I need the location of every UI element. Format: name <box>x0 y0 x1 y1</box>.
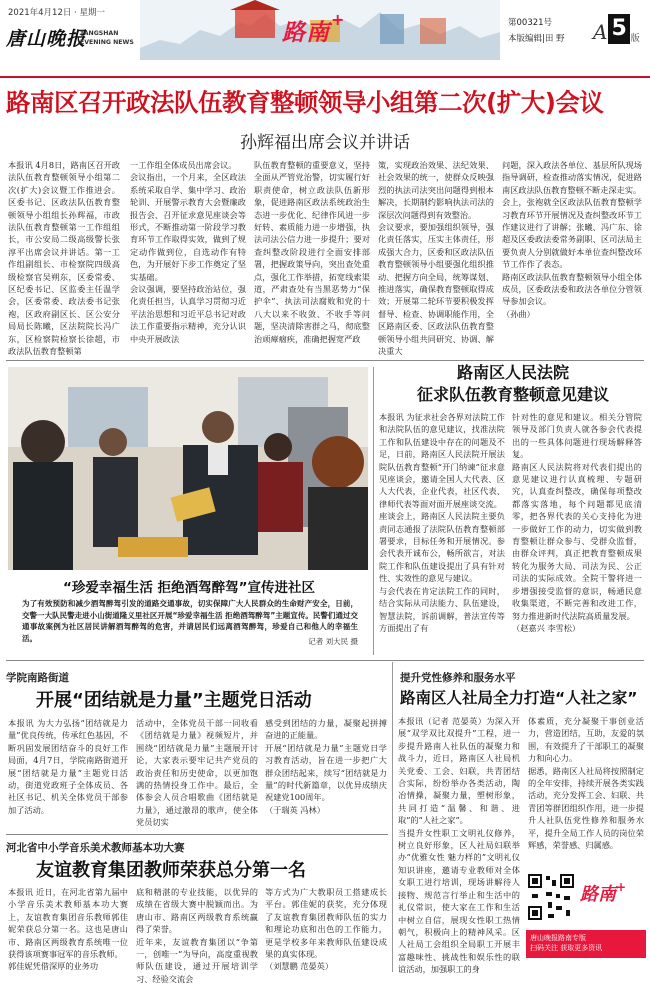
art-col-1: 本报讯 近日，在河北省第九届中小学音乐美术教师基本功大赛上，友谊教育集团音乐教师郭佳妮荣获总分第一名。这也是唐山市、路南区两级教育系统唯一位获得该项赛事冠军的音乐教师。 郭佳妮凭借深厚的业务功 <box>8 887 128 972</box>
section-logo <box>282 10 345 47</box>
party-headline: 开展“团结就是力量”主题党日活动 <box>36 690 312 711</box>
qr-code-icon <box>526 872 576 922</box>
court-col-2: 针对性的意见和建议。相关分管院领导及部门负责人就各参会代表提出的一些具体问题进行现场解释答复。 路南区人民法院将对代表们提出的意见建议进行认真梳理、专题研究，认真查纠整改，确保每项整改都落实落地，每个问题都见底清零，把各界代表的关心支持化为进一步做好工作的动力，切实做到教育整顿让群众参与、受群众监督，由群众评判，真正把教育整顿成果转化为服务大局、司法为民、公正司法的实际成效。全院干警将进一步增强接受监督的意识，畅通民意收集渠道，不断完善和改进工作，努力推进新时代法院高质量发展。 （赵嘉兴 李雪松） <box>512 412 642 633</box>
hr-kicker: 提升党性修养和服务水平 <box>400 672 516 684</box>
divider-right-column <box>373 367 374 655</box>
photo-scene <box>8 367 368 570</box>
party-col-3: 感受到团结的力量，凝聚起拼搏奋进的正能量。 开展“团结就是力量”主题党日学习教育活动，旨在进一步把广大群众团结起来，续写“团结就是力量”的时代新篇章，以优异成绩庆祝建党100周年。 （于瑞英 冯林） <box>265 718 387 815</box>
qr-ad-banner <box>526 930 646 958</box>
news-photo <box>8 367 368 570</box>
photo-caption: 为了有效预防和减少酒驾醉驾引发的道路交通事故，切实保障广大人民群众的生命财产安全，日前，交警一大队民警走进小山街道隆义里社区开展“珍爱幸福生活 拒绝酒驾醉驾”主题宣传。民警们通过交通事故案例为社区居民讲解酒驾醉驾的危害，并请居民们远离酒驾醉驾，珍爱自己和他人的幸福生活。 <box>22 599 358 643</box>
art-col-2: 底和精湛的专业技能，以优异的成绩在省级大赛中脱颖而出。为唐山市、路南区两级教育系统赢得了荣誉。 近年来，友谊教育集团以“争第一，创唯一”为导向，高度重视教师队伍建设，通过开展培训学习、经验交流会 <box>136 887 258 984</box>
divider-lower-left <box>6 834 388 835</box>
page-editor: 本版编辑|田 野 <box>508 34 565 44</box>
court-headline-1: 路南区人民法院 <box>456 363 569 382</box>
lead-col-1: 本报讯 4月8日，路南区召开政法队伍教育整顿领导小组第二次(扩大)会议暨工作推进会。区委书记、区政法队伍教育整顿领导小组组长孙辉福，市政法队伍教育整顿第一工作组组长，市公安局二级高级警长张淳平出席会议并讲话。第一工作组副组长、市检察院四级高级检察官吴朔东，区委常委、区纪委书记、区监委主任温学会，区委常委、政法委书记张袍，区政府副区长、区公安分局局长陈曦，区法院院长冯广东，区检察院检察长徐超，市政法队伍教育整顿第 <box>8 160 120 357</box>
qr-brand <box>580 880 626 906</box>
lead-col-3: 队伍教育整顿的重要意义，坚持全面从严管党治警，切实履行好职责使命，树立政法队伍新形象，促进路南区政法系统政治生态进一步优化、纪律作风进一步好转、素质能力进一步增强，执法司法公信力进一步提升；要对查纠整改阶段进行全面安排部署，把握政策导向，突出查处重点，强化工作举措，拓宽线索渠道，严肃查处有当黑恶势力“保护伞”、执法司法腐败和党的十八大以来不收敛、不收手等问题，坚决清除害群之马，彻底整治顽瘴痼疾，准确把握宽严政 <box>254 160 370 344</box>
party-kicker: 学院南路街道 <box>6 672 69 684</box>
hr-col-2: 体素质，充分凝聚干事创业活力，营造团结，互助，友爱的氛围，有效提升了干部职工的凝聚力和向心力。 据悉，路南区人社局将按照制定的全年安排，持续开展各类实践活动，充分发挥工会、妇联、共青团等群团组织作用，进一步提升人社队伍党性修养和服务水平，提升全局工作人员的岗位荣辉感，荣誉感、归属感。 <box>528 716 644 851</box>
paper-name: 唐山晚报 <box>6 28 87 50</box>
qr-ad <box>526 866 646 972</box>
issue-date: 2021年4月12日 · 星期一 <box>8 8 105 18</box>
party-col-1: 本报讯 为大力弘扬“团结就是力量”优良传统，传承红色基因，不断巩固发展团结奋斗的良好工作局面，4月7日，学院南路街道开展“团结就是力量”主题党日活动，街道党政班子全体成员、各社区书记、机关全体党员干部参加了活动。 <box>8 718 128 815</box>
photo-credit: 记者 刘大民 摄 <box>308 637 358 646</box>
divider-mid <box>6 660 644 661</box>
photo-title: “珍爱幸福生活 拒绝酒驾醉驾”宣传进社区 <box>63 580 315 596</box>
court-headline-2: 征求队伍教育整顿意见建议 <box>416 385 609 404</box>
masthead-rule <box>0 76 650 78</box>
art-headline: 友谊教育集团教师荣获总分第一名 <box>36 860 306 881</box>
qr-brand-plus: + <box>616 880 627 894</box>
paper-name-en-1: TANGSHAN <box>80 30 119 37</box>
lead-subheadline: 孙辉福出席会议并讲话 <box>240 133 410 153</box>
page-number: 5 <box>608 14 629 44</box>
masthead <box>0 0 650 78</box>
section-name: 路南 <box>282 20 330 46</box>
page-letter: A <box>593 20 608 44</box>
lead-col-4: 策，实现政治效果、法纪效果、社会效果的统一，使群众反映强烈的执法司法突出问题得到根本解决，长期制约影响执法司法的深层次问题得到有效整治。 会议要求，要加强组织领导，强化责任落实，压实主体责任，形成强大合力，区委和区政法队伍教育整顿领导小组要强化组织推动、把握方向全局，统筹谋划、推进落实，确保教育整顿取得成效；开展第二轮环节要积极发挥督导、检查、协调职能作用，全区路南区委、区政法队伍教育整顿领导小组共同研究、协调、解决重大 <box>378 160 494 357</box>
qr-brand-name: 路南 <box>580 884 616 905</box>
art-col-3: 等方式为广大教职员工搭建成长平台。郭佳妮的获奖，充分体现了友谊教育集团教师队伍的实力和理论功底和出色的工作能力，更是学校多年来教师队伍建设成果的真实体现。 （刘慧鹏 范晏英） <box>265 887 387 972</box>
qr-ad-line-2: 扫码关注 获取更多资讯 <box>530 944 603 952</box>
lead-headline: 路南区召开政法队伍教育整顿领导小组第二次(扩大)会议 <box>6 88 604 117</box>
lead-col-5: 问题，深入政法各单位、基层所队现场指导调研，检查推动落实情况，促进路南区政法队伍教育整顿不断走深走实。 会上，张袍就全区政法队伍教育整顿学习教育环节开展情况及查纠整改环节工作建议进行了讲解；张曦、冯广东、徐超及区委政法委常务副职、区司法局主要负责人分别就做好本单位查纠整改环节工作作了表态。 路南区政法队伍教育整顿领导小组全体成员，区委政法委和政法各单位分管领导参加会议。 （孙曲） <box>502 160 642 319</box>
divider-lower-column <box>392 662 393 972</box>
qr-ad-line-1: 唐山晚报路南专版 <box>530 934 586 942</box>
hr-headline: 路南区人社局全力打造“人社之家” <box>400 689 638 707</box>
art-kicker: 河北省中小学音乐美术教师基本功大赛 <box>6 842 185 854</box>
court-col-1: 本报讯 为征求社会各界对法院工作和法院队伍的意见建议，找准法院工作和队伍建设中存在的问题及不足，日前，路南区人民法院开展法院队伍教育整顿“开门纳谏”征求意见座谈会，邀请全国人大代表、区人大代表，企业代表，社区代表、律师代表等面对面开展座谈交流。 座谈会上，路南区人民法院主要负责同志通报了法院队伍教育整顿部署要求，目标任务和开展情况。参会代表开诚布公，畅所欲言，对法院工作和队伍建设提出了具有针对性、实效性的意见与建议。 与会代表在肯定法院工作的同时，结合实际从司法能力、队伍建设，智慧法院，诉前调解，普法宣传等方面提出了有 <box>379 412 505 633</box>
issue-number: 第00321号 <box>508 18 553 28</box>
page-suffix: 版 <box>630 34 640 44</box>
section-plus: + <box>331 10 345 29</box>
hr-col-1: 本报讯（记者 范晏英）为深入开展“双学双比双提升”工程，进一步提升路南人社队伍的凝聚力和战斗力，近日，路南区人社局机关党委、工会、妇联，共青团结合实际，纷纷举办各类活动，陶冶情操，凝聚力量，塑树形象，共同打造“温馨、和谐、进取”的“人社之家”。 当提升女性职工文明礼仪修养，树立良好形象，区人社局妇联举办“优雅女性 魅力样的”文明礼仪知识讲座，邀请专业教师对全体女职工进行培训，现场讲解待人接物、规范言行举止和生活中的礼仪常识，使大家在工作和生活中树立自信，展现女性职工热情朝气，积极向上的精神风采。区人社局工会组织全局职工开展丰富趣味性、挑战性和娱乐性的联谊活动，加强职工的身 <box>398 716 520 975</box>
party-col-2: 活动中，全体党员干部一同收看《团结就是力量》视频短片，并围绕“团结就是力量”主题展开讨论，大家表示要牢记共产党员的政治责任和历史使命，以更加饱满的热情投身工作中。最后，全体参会人员合唱歌曲《团结就是力量》，通过激昂的歌声，使全体党员切实 <box>136 718 258 828</box>
lead-col-2: 一工作组全体成员出席会议。 会议指出，一个月来，全区政法系统采取自学、集中学习、政治轮训、开展警示教育大会暨廉政报告会、召开征求意见座谈会等形式，不断推动第一阶段学习教育环节工作取得实效，做到了规定动作做到位，自选动作有特色，为开展好下步工作奠定了坚实基础。 会议强调，要坚持政治站位，强化责任担当，认真学习贯彻习近平法治思想和习近平总书记对政法工作重要指示精神，充分认识中央开展政法 <box>130 160 246 344</box>
page-badge <box>593 14 640 44</box>
paper-name-en-2: EVENING NEWS <box>80 39 134 46</box>
